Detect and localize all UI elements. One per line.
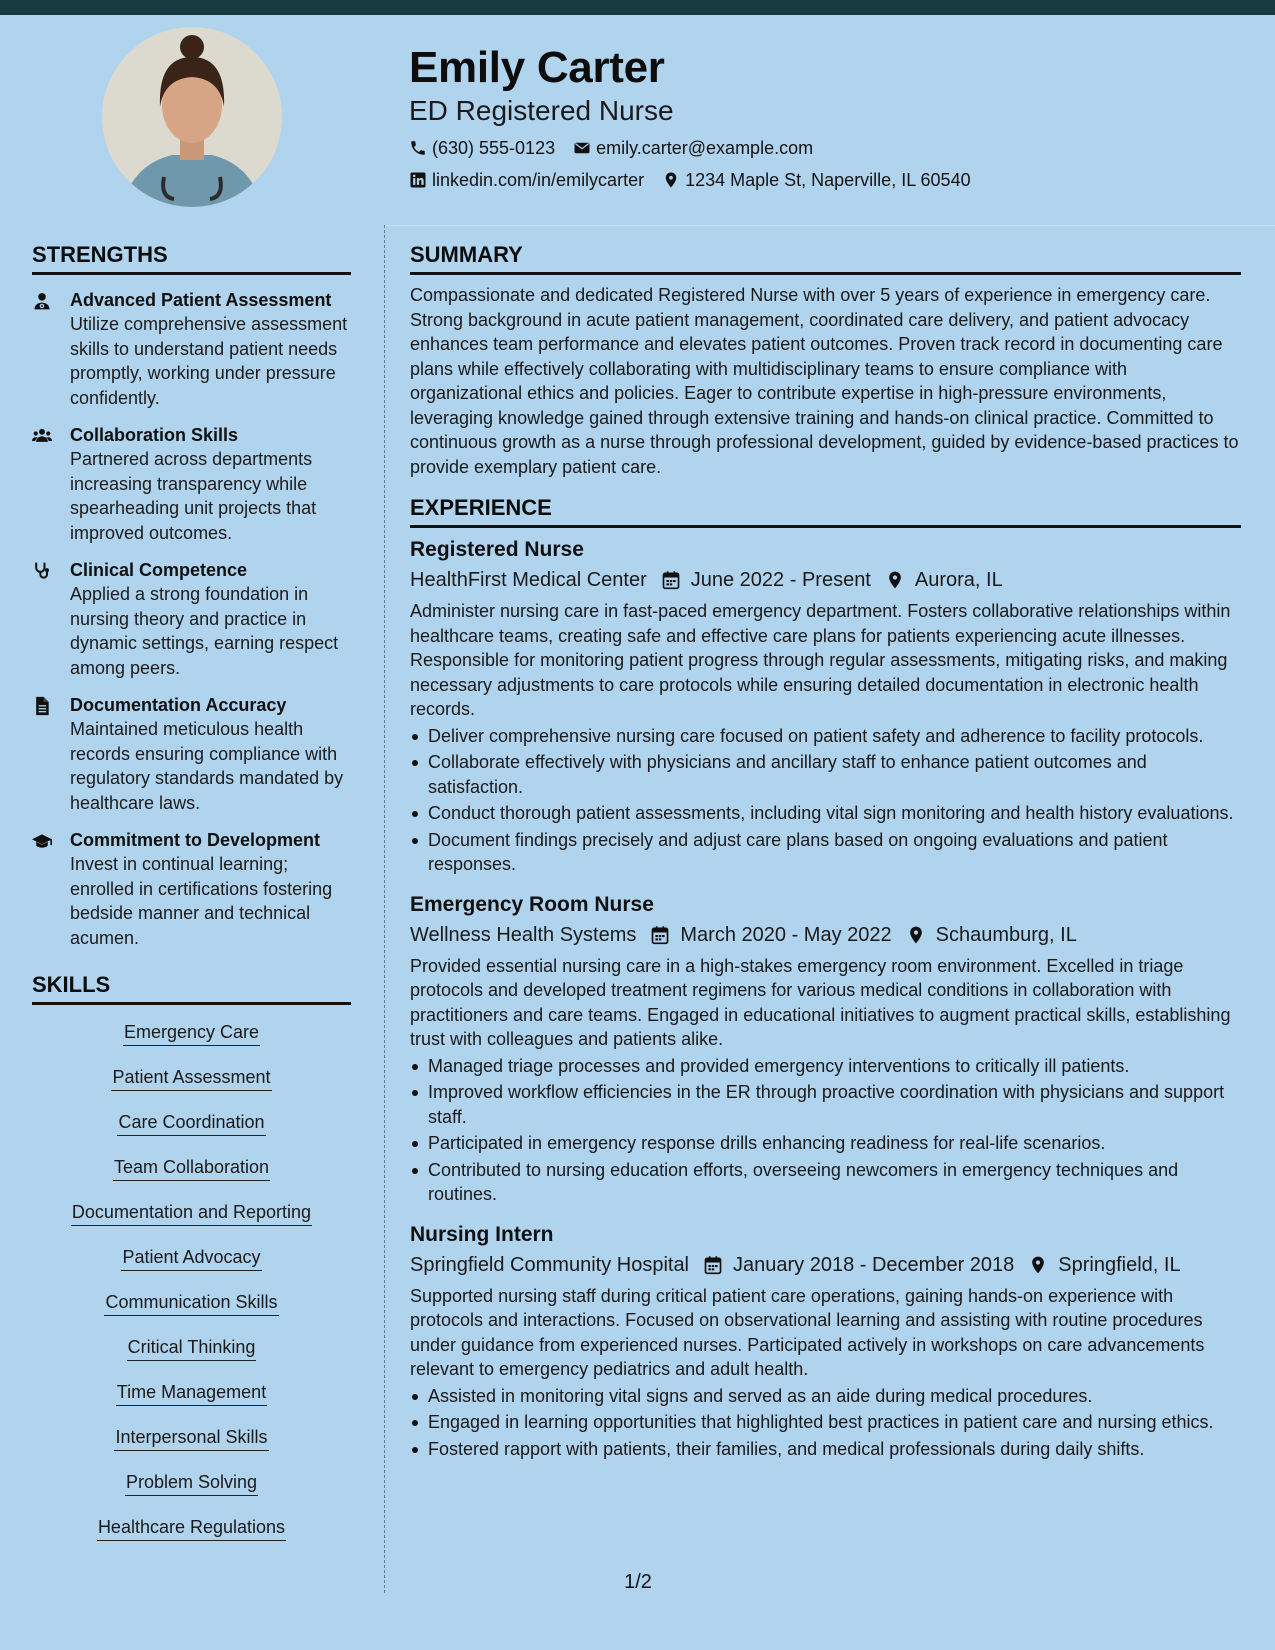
skill-tag: Time Management — [116, 1379, 267, 1406]
job-bullets — [410, 1384, 1241, 1462]
strength-item — [32, 423, 351, 545]
phone-icon — [409, 139, 427, 157]
left-column — [32, 240, 351, 1559]
profile-photo — [102, 27, 282, 207]
job-description: Provided essential nursing care in a high-stakes emergency room environment. Excelled in triage protocols and developed treatment regimens for various medical conditions in collaboration with practitioners and care teams. Engaged in educational initiatives to augment practical skills, establishing trust with colleagues and patients alike. — [410, 955, 1231, 1049]
job-role: Registered Nurse — [410, 538, 584, 561]
job-company: Springfield Community Hospital — [410, 1253, 690, 1276]
strength-title: Advanced Patient Assessment — [70, 290, 332, 310]
email-contact[interactable] — [573, 136, 813, 160]
strength-desc: Invest in continual learning; enrolled in certifications fostering bedside manner and technical acumen. — [70, 854, 333, 948]
bullet-item: Contributed to nursing education efforts, overseeing newcomers in emergency techniques and routines. — [410, 1158, 1241, 1207]
job-location — [1028, 1250, 1180, 1280]
job-role: Emergency Room Nurse — [410, 892, 654, 916]
address-contact — [662, 168, 971, 192]
skills-list — [32, 1019, 351, 1559]
header-divider — [385, 225, 1275, 226]
skill-tag: Patient Advocacy — [121, 1244, 261, 1271]
linkedin-text: linkedin.com/in/emilycarter — [432, 170, 645, 190]
job-location-text: Schaumburg, IL — [935, 923, 1077, 946]
skill-tag: Patient Assessment — [111, 1064, 271, 1091]
skill-tag: Critical Thinking — [127, 1334, 257, 1361]
job-description: Supported nursing staff during critical patient care operations, gaining hands-on experience with protocols and interactions. Focused on observational learning and assisting with routine procedures under guidance from experienced nurses. Participated actively in workshops on care advancements relevant to emergency pediatrics and adult health. — [410, 1285, 1205, 1379]
strength-desc: Maintained meticulous health records ensuring compliance with regulatory standards mandated by healthcare laws. — [70, 719, 344, 813]
contact-row-1 — [409, 132, 989, 164]
user-doctor-icon — [32, 288, 70, 410]
job-dates-text: March 2020 - May 2022 — [680, 923, 892, 946]
summary-text: Compassionate and dedicated Registered Nurse with over 5 years of experience in emergency care. Strong background in acute patient management, coordinated care delivery, and patient advocacy enhances team performance and elevates patient outcomes. Proven track record in documenting care plans while effectively collaborating with multidisciplinary teams to ensure compliance with organizational ethics and policies. Eager to contribute expertise in high-pressure environments, leveraging knowledge gained through extensive training and hands-on clinical practice. Committed to continuous growth as a nurse through professional development, guided by evidence-based practices to provide exemplary patient care. — [410, 285, 1239, 477]
bullet-item: Assisted in monitoring vital signs and served as an aide during medical procedures. — [410, 1384, 1241, 1409]
strengths-heading: STRENGTHS — [32, 240, 351, 275]
job-meta — [410, 1250, 1241, 1280]
phone-contact[interactable] — [409, 136, 555, 160]
job-location — [906, 920, 1077, 950]
linkedin-contact[interactable] — [409, 168, 644, 192]
skill-tag: Problem Solving — [125, 1469, 258, 1496]
file-icon — [32, 693, 70, 815]
address-text: 1234 Maple St, Naperville, IL 60540 — [685, 170, 971, 190]
right-column — [410, 240, 1241, 1463]
bullet-item: Fostered rapport with patients, their families, and medical professionals during daily shifts. — [410, 1437, 1241, 1462]
phone-text: (630) 555-0123 — [432, 138, 556, 158]
job-location-text: Springfield, IL — [1058, 1253, 1181, 1276]
email-text: emily.carter@example.com — [596, 138, 814, 158]
job-company: Wellness Health Systems — [410, 923, 637, 946]
location-pin-icon — [662, 171, 680, 189]
experience-heading: EXPERIENCE — [410, 493, 1241, 528]
job-bullets — [410, 724, 1241, 877]
skill-tag: Communication Skills — [104, 1289, 278, 1316]
stethoscope-icon — [32, 558, 70, 680]
candidate-title: ED Registered Nurse — [409, 95, 674, 126]
candidate-name: Emily Carter — [409, 43, 665, 92]
bullet-item: Conduct thorough patient assessments, including vital sign monitoring and health history evaluations. — [410, 801, 1241, 826]
envelope-icon — [573, 139, 591, 157]
header-info — [409, 42, 989, 196]
job-dates — [650, 920, 891, 950]
strength-item — [32, 828, 351, 950]
job-dates-text: June 2022 - Present — [690, 569, 871, 591]
strength-title: Commitment to Development — [70, 830, 321, 850]
location-pin-icon — [885, 570, 905, 590]
bullet-item: Engaged in learning opportunities that highlighted best practices in patient care and nursing ethics. — [410, 1410, 1241, 1435]
job-meta — [410, 920, 1241, 950]
calendar-icon — [703, 1255, 723, 1275]
skill-tag: Emergency Care — [123, 1019, 260, 1046]
graduation-cap-icon — [32, 828, 70, 950]
job-entry — [410, 1221, 1241, 1462]
bullet-item: Participated in emergency response drills enhancing readiness for real-life scenarios. — [410, 1131, 1241, 1156]
skills-heading: SKILLS — [32, 970, 351, 1005]
bullet-item: Improved workflow efficiencies in the ER through proactive coordination with physicians and support staff. — [410, 1080, 1241, 1129]
skill-tag: Healthcare Regulations — [97, 1514, 286, 1541]
job-location — [885, 565, 1003, 595]
calendar-icon — [661, 570, 681, 590]
users-icon — [32, 423, 70, 545]
skill-tag: Interpersonal Skills — [114, 1424, 268, 1451]
skill-tag: Documentation and Reporting — [71, 1199, 312, 1226]
strength-item — [32, 693, 351, 815]
linkedin-icon — [409, 171, 427, 189]
job-role: Nursing Intern — [410, 1222, 554, 1246]
strength-desc: Partnered across departments increasing transparency while spearheading unit projects that improved outcomes. — [70, 449, 317, 543]
strength-desc: Utilize comprehensive assessment skills to understand patient needs promptly, working under pressure confidently. — [70, 314, 348, 408]
bullet-item: Managed triage processes and provided emergency interventions to critically ill patients. — [410, 1054, 1241, 1079]
strength-item — [32, 558, 351, 680]
job-location-text: Aurora, IL — [914, 569, 1003, 591]
job-dates — [661, 565, 871, 595]
location-pin-icon — [1028, 1255, 1048, 1275]
strength-title: Collaboration Skills — [70, 425, 239, 445]
contact-row-2 — [409, 164, 989, 196]
top-bar — [0, 0, 1275, 15]
skill-tag: Team Collaboration — [113, 1154, 270, 1181]
strength-item — [32, 288, 351, 410]
job-meta — [410, 565, 1241, 595]
job-dates — [703, 1250, 1014, 1280]
bullet-item: Document findings precisely and adjust care plans based on ongoing evaluations and patient responses. — [410, 828, 1241, 877]
strength-title: Clinical Competence — [70, 560, 248, 580]
location-pin-icon — [906, 925, 926, 945]
calendar-icon — [650, 925, 670, 945]
job-company: HealthFirst Medical Center — [410, 569, 647, 591]
job-dates-text: January 2018 - December 2018 — [733, 1253, 1015, 1276]
column-divider — [384, 225, 385, 1593]
skill-tag: Care Coordination — [117, 1109, 265, 1136]
summary-heading: SUMMARY — [410, 240, 1241, 275]
page-number: 1/2 — [624, 1571, 652, 1593]
job-description: Administer nursing care in fast-paced emergency department. Fosters collaborative relationships within healthcare teams, creating safe and effective care plans for patients experiencing acute illnesses. Responsible for monitoring patient progress through regular assessments, mitigating risks, and making necessary adjustments to care protocols while ensuring detailed documentation in electronic health records. — [410, 601, 1231, 719]
job-entry — [410, 891, 1241, 1207]
job-entry — [410, 536, 1241, 877]
job-bullets — [410, 1054, 1241, 1207]
strength-title: Documentation Accuracy — [70, 695, 287, 715]
strength-desc: Applied a strong foundation in nursing theory and practice in dynamic settings, earning respect among peers. — [70, 584, 339, 678]
bullet-item: Collaborate effectively with physicians and ancillary staff to enhance patient outcomes and satisfaction. — [410, 750, 1241, 799]
bullet-item: Deliver comprehensive nursing care focused on patient safety and adherence to facility protocols. — [410, 724, 1241, 749]
